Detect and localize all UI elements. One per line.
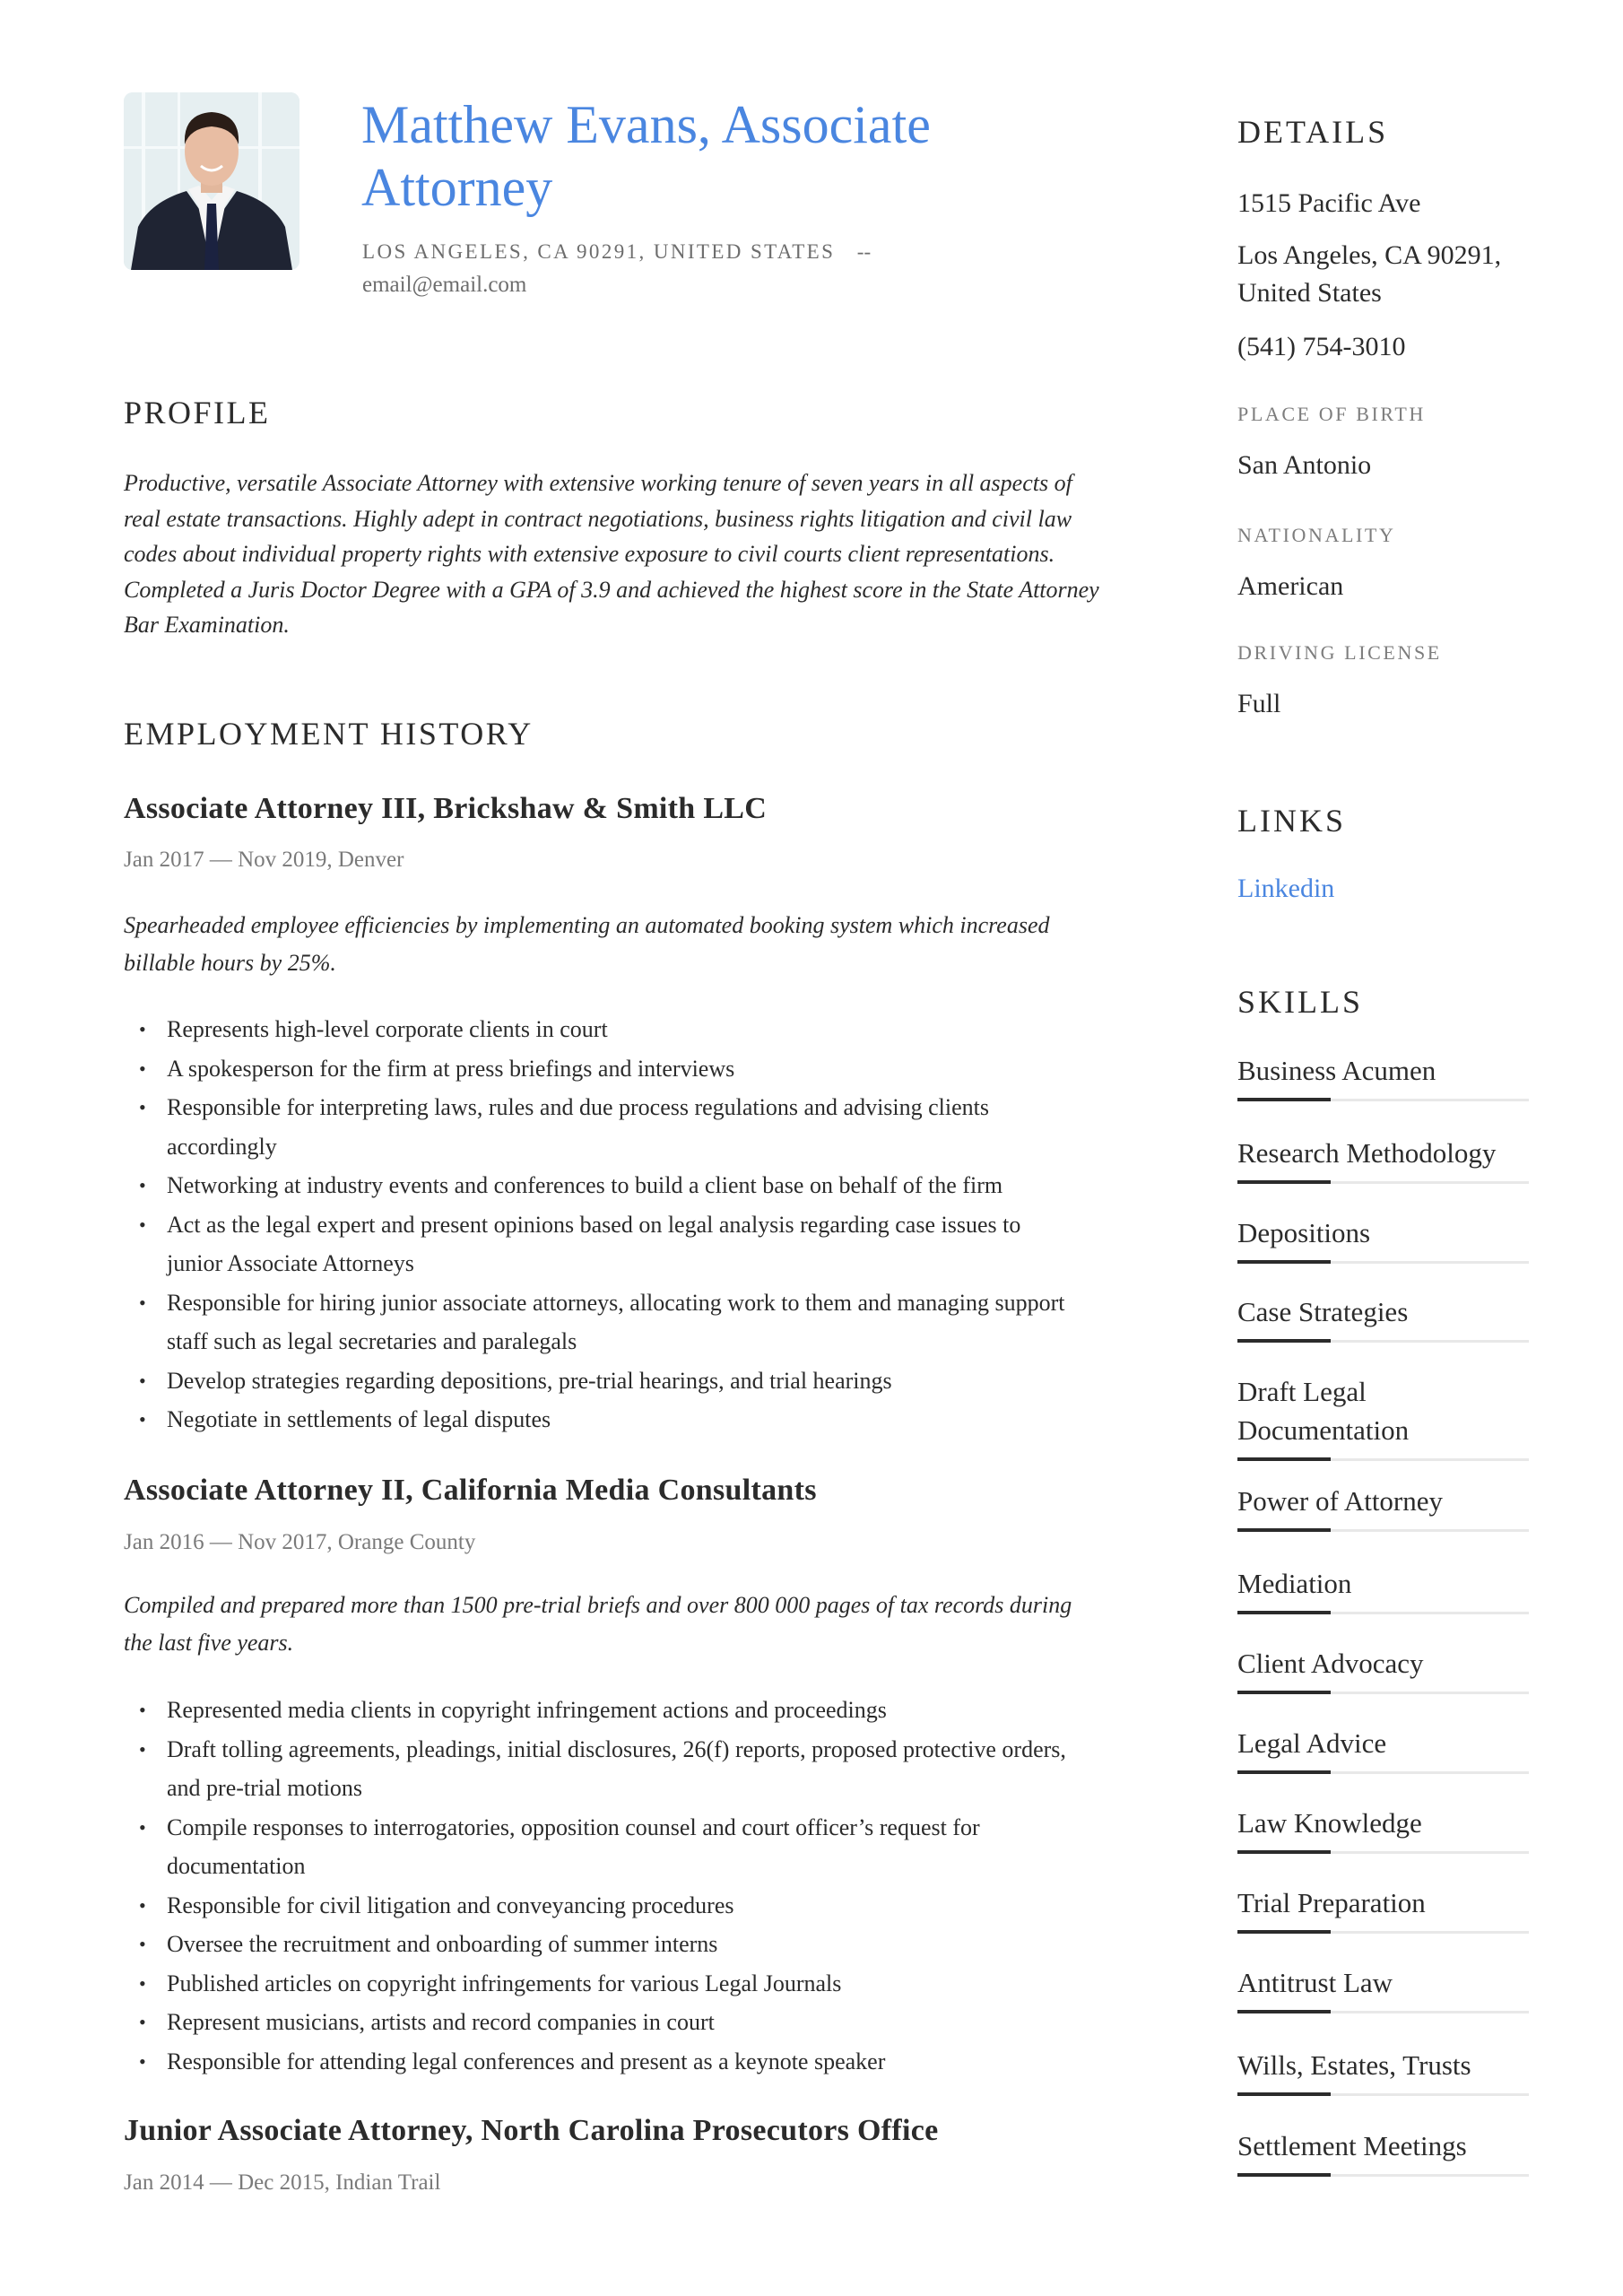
bullet-item: • Oversee the recruitment and onboarding of summer interns bbox=[124, 1925, 1074, 1964]
skill-level-bar bbox=[1237, 2011, 1529, 2013]
profile-summary: Productive, versatile Associate Attorney with extensive working tenure of seven years in all aspects of real estate transactions. Highly adept in contract negotiations, business rights litigation and civil law codes about individual property rights with extensive exposure to civil courts client representations. Completed a Juris Doctor Degree with a GPA of 3.9 and achieved the highest score in the State Attorney Bar Examination. bbox=[124, 470, 1099, 638]
bullet-item: • Responsible for hiring junior associate attorneys, allocating work to them and managing support staff such as legal secretaries and paralegals bbox=[124, 1283, 1074, 1361]
skill-level-fill bbox=[1237, 1930, 1331, 1934]
job-summary: Spearheaded employee efficiencies by implementing an automated booking system which increased billable hours by 25%. bbox=[124, 912, 1050, 976]
job-title: Associate Attorney II, California Media Consultants bbox=[124, 1474, 817, 1507]
nationality: American bbox=[1237, 571, 1344, 601]
skill-level-fill bbox=[1237, 2173, 1331, 2177]
skill-item bbox=[1237, 1804, 1529, 1854]
details-heading: DETAILS bbox=[1237, 114, 1389, 150]
job-title: Junior Associate Attorney, North Carolina Prosecutors Office bbox=[124, 2114, 939, 2147]
skill-name: Research Methodology bbox=[1237, 1137, 1497, 1169]
skill-name: Antitrust Law bbox=[1237, 1967, 1393, 1998]
skill-item bbox=[1237, 1644, 1529, 1694]
skill-name: Trial Preparation bbox=[1237, 1887, 1426, 1918]
bullet-item: • Represent musicians, artists and record companies in court bbox=[124, 2003, 1074, 2042]
bullet-item: • Responsible for interpreting laws, rules and due process regulations and advising clients accordingly bbox=[124, 1088, 1074, 1166]
skill-name: Power of Attorney bbox=[1237, 1485, 1444, 1517]
skill-item bbox=[1237, 1051, 1529, 1101]
place-of-birth: San Antonio bbox=[1237, 450, 1372, 480]
skill-name: Law Knowledge bbox=[1237, 1807, 1422, 1839]
phone: (541) 754-3010 bbox=[1237, 332, 1406, 361]
skill-level-fill bbox=[1237, 1098, 1331, 1101]
skill-name: Business Acumen bbox=[1237, 1055, 1436, 1086]
linkedin-link[interactable]: Linkedin bbox=[1237, 874, 1335, 903]
skill-level-fill bbox=[1237, 1770, 1331, 1774]
skill-name: Draft Legal Documentation bbox=[1237, 1376, 1410, 1446]
skill-level-fill bbox=[1237, 1339, 1331, 1343]
bullet-item: • Act as the legal expert and present opinions based on legal analysis regarding case issues to junior Associate Attorneys bbox=[124, 1205, 1074, 1283]
profile-photo bbox=[124, 92, 299, 270]
skill-name: Client Advocacy bbox=[1237, 1648, 1424, 1679]
skill-level-bar bbox=[1237, 1181, 1529, 1184]
skill-item bbox=[1237, 1963, 1529, 2013]
location-line bbox=[362, 240, 871, 264]
bullet-item: • Networking at industry events and conferences to build a client base on behalf of the firm bbox=[124, 1166, 1074, 1205]
job-title: Associate Attorney III, Brickshaw & Smith LLC bbox=[124, 792, 768, 825]
bullet-item: • Negotiate in settlements of legal disputes bbox=[124, 1400, 1074, 1439]
skill-level-fill bbox=[1237, 1260, 1331, 1264]
skill-item bbox=[1237, 1883, 1529, 1934]
skill-level-bar bbox=[1237, 1931, 1529, 1934]
skill-level-fill bbox=[1237, 1691, 1331, 1694]
skill-name: Wills, Estates, Trusts bbox=[1237, 2049, 1471, 2081]
job-bullets bbox=[124, 1010, 1074, 1439]
skill-level-bar bbox=[1237, 2093, 1529, 2096]
separator: -- bbox=[856, 240, 872, 263]
bullet-item: • Responsible for civil litigation and conveyancing procedures bbox=[124, 1886, 1074, 1926]
bullet-item: • A spokesperson for the firm at press briefings and interviews bbox=[124, 1049, 1074, 1089]
job-date: Jan 2017 — Nov 2019, Denver bbox=[124, 848, 404, 872]
employment-heading: EMPLOYMENT HISTORY bbox=[124, 716, 534, 752]
job-bullets bbox=[124, 1691, 1074, 2081]
skill-item bbox=[1237, 1292, 1529, 1343]
skill-level-bar bbox=[1237, 1692, 1529, 1694]
skill-item bbox=[1237, 1482, 1529, 1532]
person-photo-icon bbox=[124, 92, 299, 270]
skill-item bbox=[1237, 1724, 1529, 1774]
bullet-item: • Compile responses to interrogatories, opposition counsel and court officer’s request for documentation bbox=[124, 1808, 1074, 1886]
job-summary: Compiled and prepared more than 1500 pre-trial briefs and over 800 000 pages of tax records during the last five years. bbox=[124, 1592, 1072, 1656]
skill-level-bar bbox=[1237, 1340, 1529, 1343]
nationality-label: NATIONALITY bbox=[1237, 524, 1396, 546]
skill-level-bar bbox=[1237, 1612, 1529, 1614]
driving-license: Full bbox=[1237, 689, 1281, 718]
place-of-birth-label: PLACE OF BIRTH bbox=[1237, 403, 1426, 425]
location: LOS ANGELES, CA 90291, UNITED STATES bbox=[362, 240, 836, 263]
job-date: Jan 2016 — Nov 2017, Orange County bbox=[124, 1530, 476, 1554]
skill-level-bar bbox=[1237, 1458, 1529, 1461]
skill-level-fill bbox=[1237, 2010, 1331, 2013]
bullet-item: • Draft tolling agreements, pleadings, initial disclosures, 26(f) reports, proposed protective orders, and pre-trial motions bbox=[124, 1730, 1074, 1808]
skill-name: Legal Advice bbox=[1237, 1727, 1387, 1759]
bullet-item: • Responsible for attending legal conferences and present as a keynote speaker bbox=[124, 2042, 1074, 2082]
skill-item bbox=[1237, 1372, 1529, 1461]
skill-item bbox=[1237, 1213, 1529, 1264]
skill-level-fill bbox=[1237, 1850, 1331, 1854]
address-line-2: Los Angeles, CA 90291, United States bbox=[1237, 240, 1502, 308]
bullet-item: • Represented media clients in copyright infringement actions and proceedings bbox=[124, 1691, 1074, 1730]
skill-item bbox=[1237, 2046, 1529, 2096]
skill-item bbox=[1237, 1134, 1529, 1184]
skills-heading: SKILLS bbox=[1237, 984, 1364, 1020]
skill-level-fill bbox=[1237, 1611, 1331, 1614]
skill-level-bar bbox=[1237, 1771, 1529, 1774]
links-heading: LINKS bbox=[1237, 803, 1346, 839]
skill-item bbox=[1237, 2126, 1529, 2177]
job-date: Jan 2014 — Dec 2015, Indian Trail bbox=[124, 2170, 441, 2195]
bullet-item: • Published articles on copyright infringements for various Legal Journals bbox=[124, 1964, 1074, 2004]
skill-level-fill bbox=[1237, 1180, 1331, 1184]
profile-heading: PROFILE bbox=[124, 395, 271, 430]
skill-level-fill bbox=[1237, 1528, 1331, 1532]
address-line-1: 1515 Pacific Ave bbox=[1237, 188, 1421, 218]
bullet-item: • Represents high-level corporate clients in court bbox=[124, 1010, 1074, 1049]
skill-name: Case Strategies bbox=[1237, 1296, 1409, 1327]
skill-level-bar bbox=[1237, 1099, 1529, 1101]
candidate-name: Matthew Evans, Associate Attorney bbox=[361, 95, 931, 217]
skill-name: Settlement Meetings bbox=[1237, 2130, 1467, 2161]
email-link[interactable]: email@email.com bbox=[362, 273, 527, 297]
skill-level-fill bbox=[1237, 2092, 1331, 2096]
skill-name: Mediation bbox=[1237, 1568, 1352, 1599]
skill-level-bar bbox=[1237, 2174, 1529, 2177]
bullet-item: • Develop strategies regarding depositions, pre-trial hearings, and trial hearings bbox=[124, 1361, 1074, 1401]
skill-name: Depositions bbox=[1237, 1217, 1371, 1248]
skill-item bbox=[1237, 1564, 1529, 1614]
skill-level-bar bbox=[1237, 1261, 1529, 1264]
driving-license-label: DRIVING LICENSE bbox=[1237, 641, 1442, 664]
skill-level-bar bbox=[1237, 1851, 1529, 1854]
skill-level-fill bbox=[1237, 1457, 1331, 1461]
skill-level-bar bbox=[1237, 1529, 1529, 1532]
